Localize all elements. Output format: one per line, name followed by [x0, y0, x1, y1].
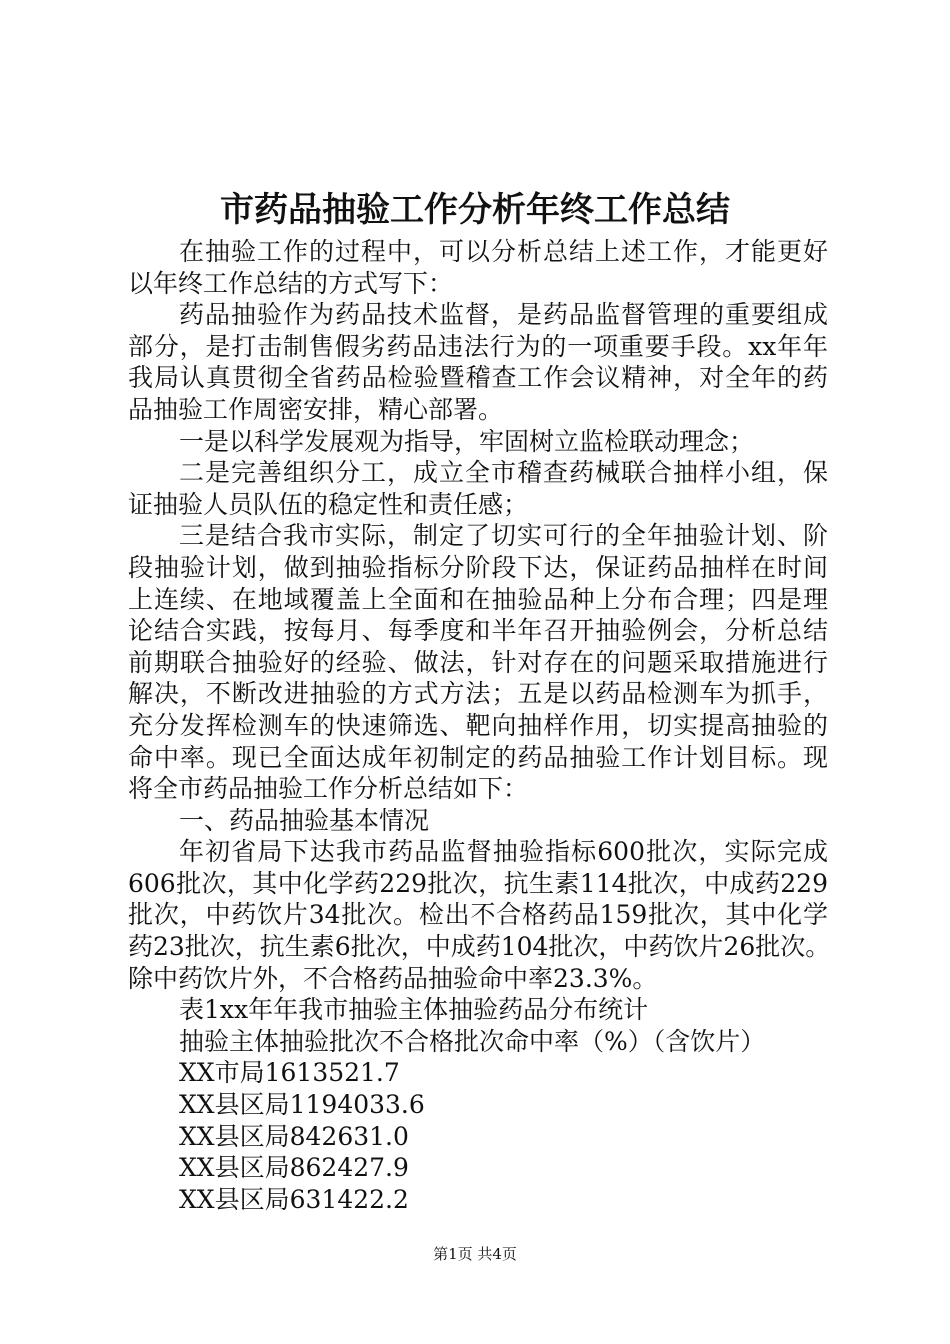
table-caption: 表1xx年年我市抽验主体抽验药品分布统计: [179, 995, 649, 1025]
text-line: 606批次，其中化学药229批次，抗生素114批次，中成药229: [128, 868, 828, 898]
table-row: XX市局1613521.7: [179, 1058, 400, 1088]
text-line: 以年终工作总结的方式写下：: [128, 268, 454, 298]
text-line: 除中药饮片外，不合格药品抽验命中率23.3%。: [128, 963, 658, 993]
text-line: 将全市药品抽验工作分析总结如下：: [128, 774, 529, 804]
table-row: XX县区局862427.9: [179, 1153, 409, 1183]
table-row: XX县区局842631.0: [179, 1121, 409, 1151]
text-line: 我局认真贯彻全省药品检验暨稽查工作会议精神，对全年的药: [128, 363, 828, 393]
text-line: 在抽验工作的过程中，可以分析总结上述工作，才能更好: [179, 237, 828, 266]
text-line: 上连续、在地域覆盖上全面和在抽验品种上分布合理；四是理: [128, 584, 828, 614]
text-line: 充分发挥检测车的快速筛选、靶向抽样作用，切实提高抽验的: [128, 710, 828, 740]
text-line: 段抽验计划，做到抽验指标分阶段下达，保证药品抽样在时间: [128, 552, 828, 582]
table-row: XX县区局1194033.6: [179, 1090, 425, 1120]
text-line: 品抽验工作周密安排，精心部署。: [128, 394, 504, 424]
document-body: [128, 236, 831, 1215]
text-line: 部分，是打击制售假劣药品违法行为的一项重要手段。xx年年: [128, 331, 828, 361]
text-line: 药品抽验作为药品技术监督，是药品监督管理的重要组成: [179, 300, 828, 330]
text-line: 药23批次，抗生素6批次，中成药104批次，中药饮片26批次。: [128, 932, 831, 962]
text-line: 论结合实践，按每月、每季度和半年召开抽验例会，分析总结: [128, 616, 828, 646]
table-row: XX县区局631422.2: [179, 1184, 409, 1214]
text-line: 三是结合我市实际，制定了切实可行的全年抽验计划、阶: [179, 521, 828, 551]
table-header: 抽验主体抽验批次不合格批次命中率（%）（含饮片）: [179, 1026, 766, 1056]
section-heading: 一、药品抽验基本情况: [179, 805, 430, 835]
document-title: 市药品抽验工作分析年终工作总结: [220, 190, 730, 230]
text-line: 前期联合抽验好的经验、做法，针对存在的问题采取措施进行: [128, 647, 828, 677]
text-line: 一是以科学发展观为指导，牢固树立监检联动理念；: [179, 426, 755, 456]
page-number: 第1页 共4页: [433, 1245, 517, 1263]
text-line: 证抽验人员队伍的稳定性和责任感；: [128, 489, 529, 519]
text-line: 年初省局下达我市药品监督抽验指标600批次，实际完成: [179, 837, 828, 867]
text-line: 命中率。现已全面达成年初制定的药品抽验工作计划目标。现: [128, 742, 828, 772]
text-line: 二是完善组织分工，成立全市稽查药械联合抽样小组，保: [179, 458, 828, 488]
text-line: 解决，不断改进抽验的方式方法；五是以药品检测车为抓手，: [128, 679, 828, 709]
text-line: 批次，中药饮片34批次。检出不合格药品159批次，其中化学: [128, 900, 828, 930]
